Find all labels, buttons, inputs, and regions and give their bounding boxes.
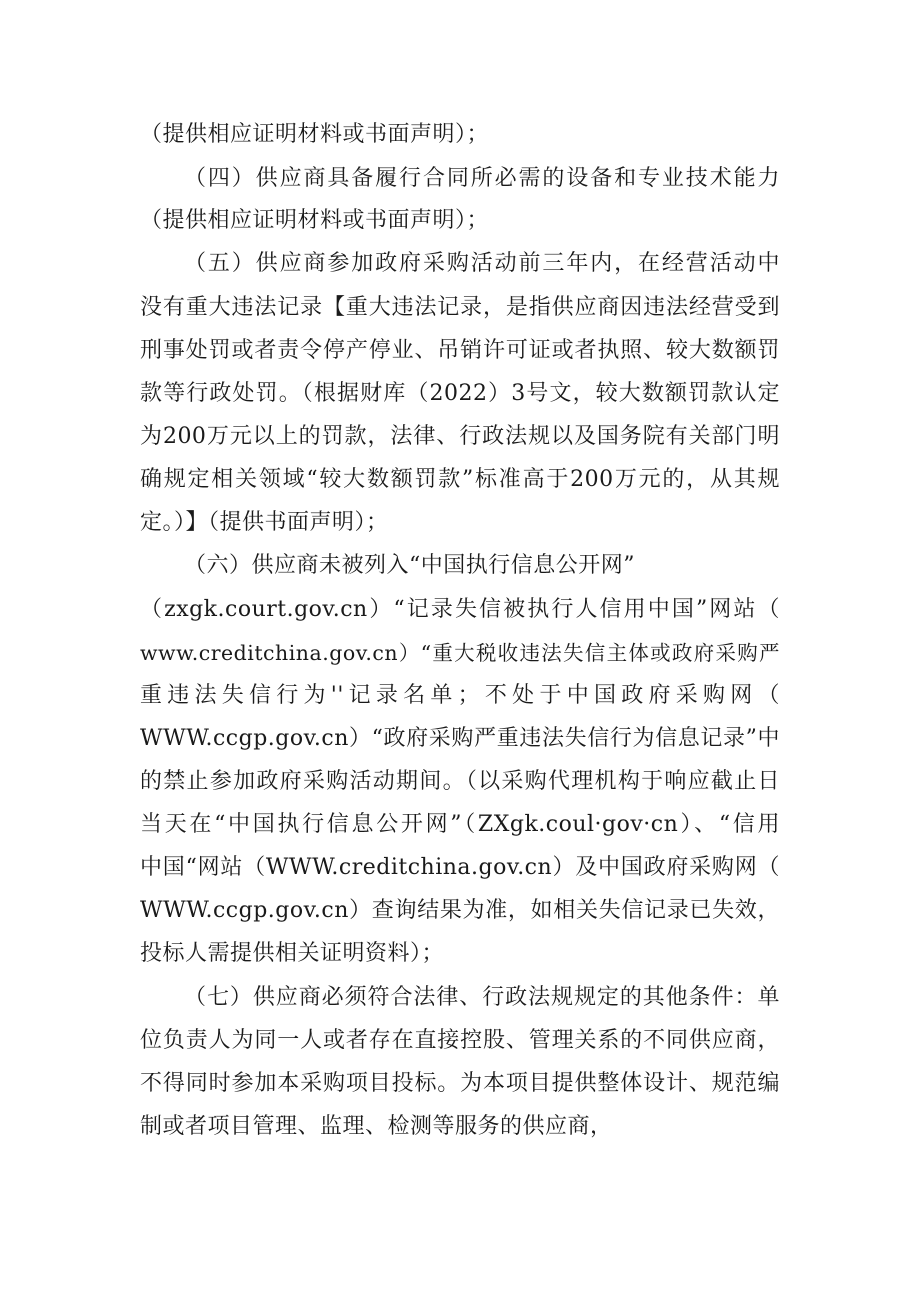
text-line: 确规定相关领域“较大数额罚款”标准高于200万元的，从其规 — [140, 467, 780, 492]
text-line: 制或者项目管理、监理、检测等服务的供应商， — [140, 1114, 613, 1139]
text-line: WWW.ccgp.gov.cn）查询结果为准，如相关失信记录已失效， — [140, 898, 780, 923]
text-line: 当天在“中国执行信息公开网”（ZXgk.coul·gov·cn）、“信用 — [140, 812, 780, 837]
text-line: （四）供应商具备履行合同所必需的设备和专业技术能力 — [184, 166, 780, 191]
text-line: 定。）】（提供书面声明）； — [140, 510, 389, 535]
text-line: （五）供应商参加政府采购活动前三年内，在经营活动中 — [184, 251, 780, 276]
text-line: （七）供应商必须符合法律、行政法规规定的其他条件：单 — [184, 985, 780, 1010]
text-line: （zxgk.court.gov.cn）“记录失信被执行人信用中国”网站（ — [140, 597, 780, 622]
text-line: 没有重大违法记录【重大违法记录，是指供应商因违法经营受到 — [140, 295, 780, 320]
text-line: 款等行政处罚。（根据财库（2022）3号文，较大数额罚款认定 — [140, 381, 780, 406]
text-line: （提供相应证明材料或书面声明）； — [140, 122, 490, 147]
text-line: （六）供应商未被列入“中国执行信息公开网” — [184, 553, 635, 578]
text-line: www.creditchina.gov.cn）“重大税收违法失信主体或政府采购严 — [140, 641, 780, 665]
text-line: 中国“网站（WWW.creditchina.gov.cn）及中国政府采购网（ — [140, 855, 780, 880]
text-line: 投标人需提供相关证明资料）； — [140, 941, 445, 966]
text-line: 不得同时参加本采购项目投标。为本项目提供整体设计、规范编 — [140, 1071, 780, 1096]
text-line: WWW.ccgp.gov.cn）“政府采购严重违法失信行为信息记录”中 — [140, 726, 780, 751]
text-line: 为200万元以上的罚款，法律、行政法规以及国务院有关部门明 — [140, 424, 780, 449]
text-line: 重违法失信行为''记录名单；不处于中国政府采购网（ — [140, 683, 780, 708]
text-line: （提供相应证明材料或书面声明）； — [140, 208, 490, 233]
text-line: 的禁止参加政府采购活动期间。（以采购代理机构于响应截止日 — [140, 769, 780, 794]
text-line: 位负责人为同一人或者存在直接控股、管理关系的不同供应商， — [140, 1028, 780, 1053]
text-line: 刑事处罚或者责令停产停业、吊销许可证或者执照、较大数额罚 — [140, 338, 780, 363]
